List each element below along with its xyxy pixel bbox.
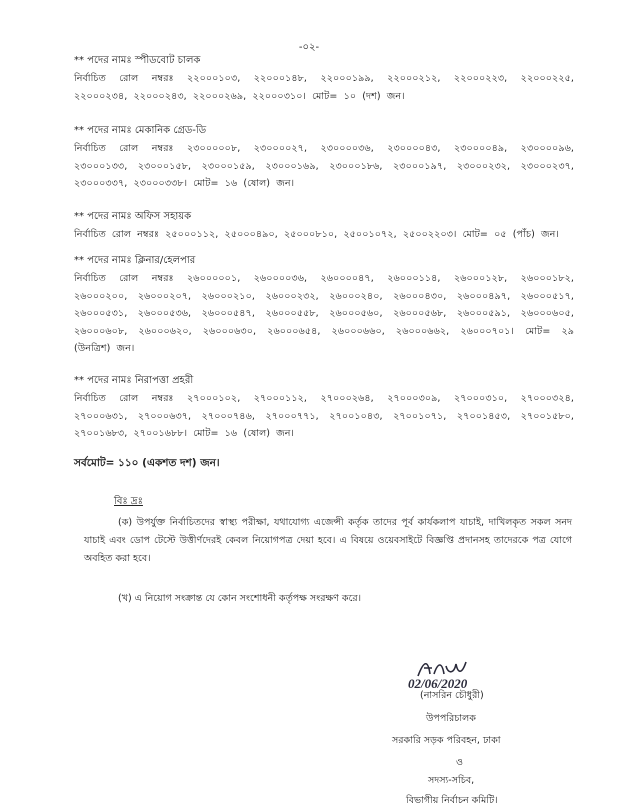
section-speedboat-driver <box>74 54 574 105</box>
note-ka <box>84 514 572 568</box>
post-heading: ** পদের নামঃ ক্লিনার/হেলপার <box>74 255 196 266</box>
roll-number-list: নির্বাচিত রোল নম্বরঃ ২৩০০০০০৮, ২৩০০০০২৭, ২৩০০০০৩৬, ২৩০০০০৪৩, ২৩০০০০৪৯, ২৩০০০০৯৬, ২৩০০০১৩৩, ২৩০০০১৫৮, ২৩০০০১৫৯, ২৩০০০১৬৯, ২৩০০০১৮৬, ২৩০০০১৯৭, ২৩০০০২৩২, ২৩০০০২৩৭, ২৩০০০৩৩৭, ২৩০০০৩৩৮। মোট= ১৬ (ষোল) জন। <box>74 143 574 189</box>
post-heading: ** পদের নামঃ স্পীডবোট চালক <box>74 55 201 66</box>
post-heading: ** পদের নামঃ মেকানিক গ্রেড-ডি <box>74 125 207 136</box>
post-heading: ** পদের নামঃ অফিস সহায়ক <box>74 211 192 222</box>
note-label: বিঃ দ্রঃ <box>114 496 143 507</box>
roll-number-list: নির্বাচিত রোল নম্বরঃ ২২০০০১০৩, ২২০০০১৪৮, ২২০০০১৯৯, ২২০০০২১২, ২২০০০২২৩, ২২০০০২২৫, ২২০০০২৩৪, ২২০০০২৪৩, ২২০০০২৬৯, ২২০০০৩১০। মোট= ১০ (দশ) জন। <box>74 73 574 102</box>
signatory-role: সদস্য-সচিব, <box>428 775 475 786</box>
section-office-assistant <box>74 210 574 244</box>
grand-total: সর্বমোট= ১১০ (একশত দশ) জন। <box>74 457 220 469</box>
signature-conjunction: ও <box>456 757 463 768</box>
note-kha <box>84 590 572 608</box>
section-mechanic-grade-d <box>74 124 574 193</box>
page-number: -০২- <box>298 42 320 53</box>
signatory-office: সরকারি সড়ক পরিবহন, ঢাকা <box>392 735 501 746</box>
post-heading: ** পদের নামঃ নিরাপত্তা প্রহরী <box>74 375 194 386</box>
section-security-guard <box>74 374 574 443</box>
signatory-committee: বিভাগীয় নির্বাচন কমিটি। <box>406 795 498 806</box>
note-kha-text: (খ) এ নিয়োগ সংক্রান্ত যে কোন সংশোধনী কর্তৃপক্ষ সংরক্ষণ করে। <box>118 593 362 604</box>
signatory-name: (নাসরিন চৌধুরী) <box>420 690 484 701</box>
roll-number-list: নির্বাচিত রোল নম্বরঃ ২৭০০০১০২, ২৭০০০১১২, ২৭০০০২৬৪, ২৭০০০৩০৯, ২৭০০০৩১০, ২৭০০০৩২৪, ২৭০০০৬৩১, ২৭০০০৬৩৭, ২৭০০০৭৪৬, ২৭০০০৭৭১, ২৭০০১০৪৩, ২৭০০১০৭১, ২৭০০১৪৫৩, ২৭০০১৫৮০, ২৭০০১৬৮৩, ২৭০০১৬৮৮। মোট= ১৬ (ষোল) জন। <box>74 393 574 439</box>
section-cleaner-helper <box>74 254 574 358</box>
signature-date: 02/06/2020 <box>408 676 468 691</box>
roll-number-list: নির্বাচিত রোল নম্বরঃ ২৬০০০০০১, ২৬০০০০৩৬, ২৬০০০০৪৭, ২৬০০০১১৪, ২৬০০০১২৮, ২৬০০০১৮২, ২৬০০০২০০, ২৬০০০২০৭, ২৬০০০২১০, ২৬০০০২৩২, ২৬০০০২৪০, ২৬০০০৪৩০, ২৬০০০৪৯৭, ২৬০০০৫১৭, ২৬০০০৫৩১, ২৬০০০৫৩৬, ২৬০০০৫৪৭, ২৬০০০৫৫৮, ২৬০০০৫৬০, ২৬০০০৫৬৮, ২৬০০০৫৯১, ২৬০০০৬০৫, ২৬০০০৬০৮, ২৬০০০৬২০, ২৬০০০৬৩০, ২৬০০০৬৫৪, ২৬০০০৬৬০, ২৬০০০৬৬২, ২৬০০০৭০১। মোট= ২৯ (উনত্রিশ) জন। <box>74 273 574 354</box>
roll-number-list: নির্বাচিত রোল নম্বরঃ ২৫০০০১১২, ২৫০০০৪৯০, ২৫০০০৮১০, ২৫০০১০৭২, ২৫০০২২০৩। মোট= ০৫ (পাঁচ) জন। <box>74 229 559 240</box>
signatory-designation: উপপরিচালক <box>426 713 476 724</box>
note-ka-text: (ক) উপর্যুক্ত নির্বাচিতদের স্বাস্থ্য পরীক্ষা, যথাযোগ্য এজেন্সী কর্তৃক তাদের পূর্ব কার্যকলাপ যাচাই, দাখিলকৃত সকল সনদ যাচাই এবং ডোপ টেস্টে উত্তীর্ণদেরই কেবল নিয়োগপত্র দেয়া হবে। এ বিষয়ে ওয়েবসাইটে বিজ্ঞপ্তি প্রদানসহ তাদেরকে পত্র যোগে অবহিত করা হবে। <box>84 517 572 564</box>
